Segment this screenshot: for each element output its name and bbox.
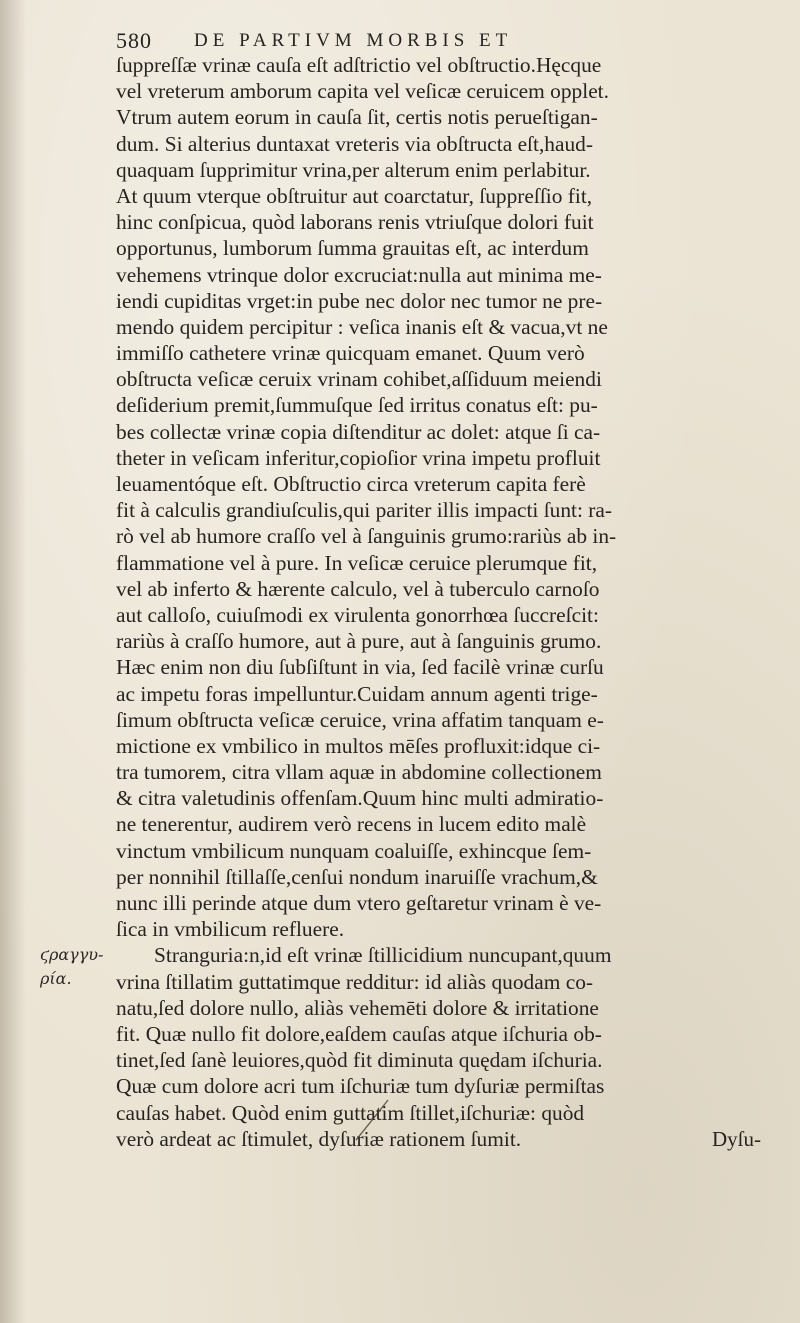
text-line: leuamentóque eſt. Obſtructio circa vreterum capita ferè <box>116 472 586 496</box>
text-line: immiſſo cathetere vrinæ quicquam emanet. Quum verò <box>116 341 585 366</box>
text-line: tra tumorem, citra vllam aquæ in abdomine collectionem <box>116 760 602 785</box>
text-line: ac impetu foras impelluntur.Cuidam annum agenti trige- <box>116 681 598 706</box>
text-line: tinet,ſed ſanè leuiores,quòd fit diminuta quędam iſchuria. <box>116 1048 603 1073</box>
text-line: vrina ſtillatim guttatimque redditur: id aliàs quodam co- <box>116 969 594 994</box>
text-line: bes collectæ vrinæ copia diſtenditur ac dolet: atque ſi ca- <box>116 419 601 444</box>
paragraph-start-line: Stranguria:n,id eſt vrinæ ſtillicidium nuncupant,quum <box>154 943 612 968</box>
text-line: rariùs à craſſo humore, aut à pure, aut à ſanguinis grumo. <box>116 629 602 654</box>
running-title: DE PARTIVM MORBIS ET <box>194 30 513 51</box>
text-line: per nonnihil ſtillaſſe,cenſui nondum inaruiſſe vrachum,& <box>116 864 598 889</box>
text-line: iendi cupiditas vrget:in pube nec dolor nec tumor ne pre- <box>116 288 603 313</box>
text-line: theter in veſicam inferitur,copioſior vrina impetu profluit <box>116 445 601 470</box>
text-line: natu,ſed dolore nullo, aliàs vehemēti dolore & irritatione <box>116 995 599 1020</box>
binding-shadow <box>0 0 26 1323</box>
margin-note <box>40 943 110 991</box>
text-line: cauſas habet. Quòd enim guttatim ſtillet,iſchuriæ: quòd <box>116 1100 585 1125</box>
text-line: Hæc enim non diu ſubſiſtunt in via, ſed facilè vrinæ curſu <box>116 655 604 680</box>
text-line: Quæ cum dolore acri tum iſchuriæ tum dyſuriæ permiſtas <box>116 1074 605 1099</box>
page-number: 580 <box>116 28 152 53</box>
text-line: obſtructa veſicæ ceruix vrinam cohibet,aſſiduum meiendi <box>116 367 602 392</box>
text-line: deſiderium premit,ſummuſque ſed irritus conatus eſt: pu- <box>116 393 598 418</box>
text-line: fit à calculis grandiuſculis,qui pariter illis impacti ſunt: ra- <box>116 498 613 523</box>
text-line: vehemens vtrinque dolor excruciat:nulla aut minima me- <box>116 262 602 287</box>
text-line: mendo quidem percipitur : veſica inanis eſt & vacua,vt ne <box>116 314 608 339</box>
text-line: vel vreterum amborum capita vel veſicæ ceruicem opplet. <box>116 79 609 104</box>
margin-note-line: ϛραγγυ- <box>40 945 104 964</box>
text-line: flammatione vel à pure. In veſicæ ceruice plerumque fit, <box>116 550 598 575</box>
text-line: nunc illi perinde atque dum vtero geſtaretur vrinam è ve- <box>116 891 602 915</box>
text-line: verò ardeat ac ſtimulet, dyſuriæ rationem ſumit. <box>116 1126 522 1151</box>
text-line: vinctum vmbilicum nunquam coaluiſſe, exhincque ſem- <box>116 838 592 863</box>
margin-note-line: ρία. <box>40 969 72 988</box>
text-line: rò vel ab humore craſſo vel à ſanguinis grumo:rariùs ab in- <box>116 524 617 549</box>
text-line: aut calloſo, cuiuſmodi ex virulenta gonorrhœa ſuccreſcit: <box>116 602 599 627</box>
ink-stroke-mark <box>352 1098 392 1142</box>
text-line: opportunus, lumborum ſumma grauitas eſt, ac interdum <box>116 236 589 261</box>
text-line: fit. Quæ nullo fit dolore,eaſdem cauſas atque iſchuria ob- <box>116 1021 602 1046</box>
text-line: ſimum obſtructa veſicæ ceruice, vrina affatim tanquam e- <box>116 707 604 732</box>
text-line: hinc conſpicua, quòd laborans renis vtriuſque dolori fuit <box>116 210 594 235</box>
text-line: vel ab inferto & hærente calculo, vel à tuberculo carnoſo <box>116 576 600 601</box>
text-line: ſuppreſſæ vrinæ cauſa eſt adſtrictio vel obſtructio.Hęcque <box>116 53 602 77</box>
text-line: At quum vterque obſtruitur aut coarctatur, ſuppreſſio fit, <box>116 183 593 208</box>
text-line: & citra valetudinis offenſam.Quum hinc multi admiratio- <box>116 786 604 811</box>
text-line: mictione ex vmbilico in multos mēſes profluxit:idque ci- <box>116 733 601 758</box>
text-line: quaquam ſupprimitur vrina,per alterum enim perlabitur. <box>116 157 591 182</box>
text-line: Vtrum autem eorum in cauſa ſit, certis notis perueſtigan- <box>116 105 598 130</box>
text-line: dum. Si alterius duntaxat vreteris via obſtructa eſt,haud- <box>116 131 593 156</box>
body-text <box>116 52 796 1152</box>
text-line: ſica in vmbilicum refluere. <box>116 917 345 942</box>
text-line: ne tenerentur, audirem verò recens in lucem edito malè <box>116 812 587 837</box>
catchword: Dyſu- <box>712 1127 761 1151</box>
